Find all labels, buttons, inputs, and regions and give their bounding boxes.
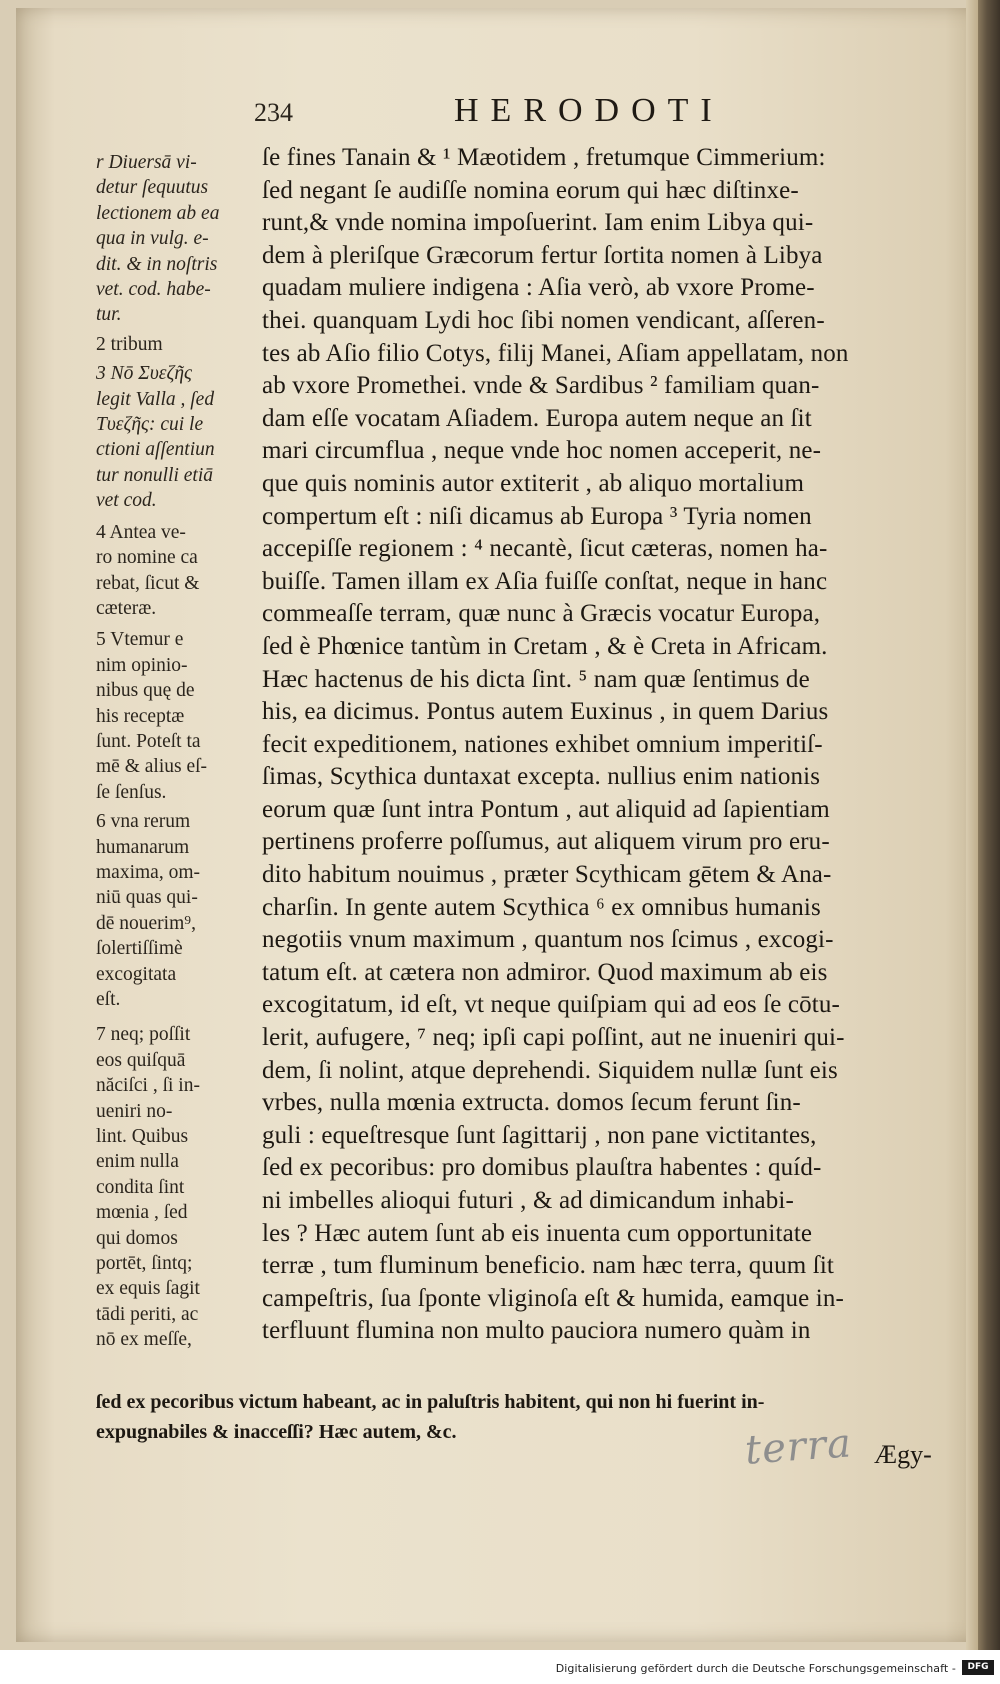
text-line: Hæc hactenus de his dicta ſint. ⁵ nam quæ ſentimus de (262, 665, 810, 693)
text-line: lerit, aufugere, ⁷ neq; ipſi capi poſſint, aut ne inueniri qui- (262, 1024, 845, 1052)
page-header (254, 92, 934, 132)
text-line: ſed negant ſe audiſſe nomina eorum qui hæc diſtinxe- (262, 176, 799, 204)
running-title: HERODOTI (454, 92, 724, 129)
text-line: tatum eſt. at cætera non admiror. Quod maximum ab eis (262, 958, 828, 986)
text-line: accepiſſe regionem : ⁴ necantè, ſicut cæteras, nomen ha- (262, 535, 828, 563)
digitization-credit: Digitalisierung gefördert durch die Deutsche Forschungsgemeinschaft - (555, 1662, 956, 1675)
margin-note-2: 2 tribum (96, 333, 163, 355)
text-line: ſe fines Tanain & ¹ Mæotidem , fretumque Cimmerium: (262, 144, 826, 171)
text-line: terræ , tum fluminum beneficio. nam hæc terra, quum ſit (262, 1252, 835, 1280)
text-line: commeaſſe terram, quæ nunc à Græcis vocatur Europa, (262, 600, 821, 628)
text-line: runt,& vnde nomina impoſuerint. Iam enim Libya qui- (262, 209, 814, 237)
handwritten-pencil-note: terra (743, 1420, 854, 1474)
text-line: dem, ſi nolint, atque deprehendi. Siquidem nullæ ſunt eis (262, 1056, 838, 1084)
text-line: ſed è Phœnice tantùm in Cretam , & è Creta in Africam. (262, 632, 828, 660)
margin-note-4: 4 Antea ve- ro nomine ca rebat, ſicut & cæteræ. (96, 521, 200, 619)
text-line: tes ab Aſio filio Cotys, filij Manei, Aſiam appellatam, non (262, 339, 849, 367)
margin-notes (96, 150, 256, 1353)
text-line: charſin. In gente autem Scythica ⁶ ex omnibus humanis (262, 893, 821, 921)
bottom-note-line: ſed ex pecoribus victum habeant, ac in paluſtris habitent, qui non hi fuerint in- (96, 1391, 765, 1413)
text-line: guli : equeſtresque ſunt ſagittarij , non pane victitantes, (262, 1121, 817, 1149)
bottom-note-line: expugnabiles & inacceſſi? Hæc autem, &c. (96, 1421, 457, 1443)
text-line: eorum quæ ſunt intra Pontum , aut aliquid ad ſapientiam (262, 795, 830, 823)
main-text-block (262, 142, 952, 1348)
text-line: thei. quanquam Lydi hoc ſibi nomen vendicant, aſſeren- (262, 306, 825, 334)
text-line: que quis nominis autor extiterit , ab aliquo mortalium (262, 469, 805, 497)
text-line: ab vxore Promethei. vnde & Sardibus ² familiam quan- (262, 372, 820, 400)
text-line: ni imbelles alioqui futuri , & ad dimicandum inhabi- (262, 1187, 795, 1214)
text-line: negotiis vnum maximum , quantum nos ſcimus , excogi- (262, 926, 834, 954)
text-line: his, ea dicimus. Pontus autem Euxinus , in quem Darius (262, 698, 829, 726)
text-line: pertinens proferre poſſumus, aut aliquem virum pro eru- (262, 828, 830, 856)
text-line: fecit expeditionem, nationes exhibet omnium imperitiſ- (262, 730, 823, 758)
text-line: dito habitum nouimus , præter Scythicam gētem & Ana- (262, 861, 832, 889)
catchword: Ægy- (874, 1440, 932, 1469)
dfg-logo-icon: DFG (962, 1660, 994, 1675)
book-spine (978, 0, 1000, 1650)
text-line: terfluunt flumina non multo pauciora numero quàm in (262, 1317, 811, 1345)
text-line: campeſtris, ſua ſponte vliginoſa eſt & humida, eamque in- (262, 1284, 845, 1312)
text-line: vrbes, nulla mœnia extructa. domos ſecum ferunt ſin- (262, 1089, 801, 1117)
margin-note-5: 5 Vtemur e nim opinio- nibus quę de his receptæ ſunt. Poteſt ta mē & alius eſ- ſe ſenſus. (96, 629, 208, 803)
page-number: 234 (254, 98, 293, 127)
text-line: dam eſſe vocatam Aſiadem. Europa autem neque an ſit (262, 404, 812, 432)
margin-note-6: 6 vna rerum humanarum maxima, om- niū quas qui- dē nouerim⁹, ſolertiſſimè excogitata eſt. (96, 811, 200, 1010)
text-line: excogitatum, id eſt, vt neque quiſpiam qui ad eos ſe cōtu- (262, 991, 840, 1019)
margin-note-7: 7 neq; poſſit eos quiſquā năciſci , ſi in- ueniri no- lint. Quibus enim nulla condita ſint mœnia , ſed qui domos portēt, ſintq; ex equis ſagit tādi periti, ac nō ex meſſe, (96, 1024, 200, 1351)
page-edge (966, 0, 978, 1650)
text-line: compertum eſt : niſi dicamus ab Europa ³ Tyria nomen (262, 502, 812, 530)
text-line: les ? Hæc autem ſunt ab eis inuenta cum opportunitate (262, 1219, 813, 1247)
margin-note-1: r Diuersā vi- detur ſequutus lectionem ab ea qua in vulg. e- dit. & in noſtris vet. cod. habe- tur. (96, 152, 220, 326)
margin-note-3: 3 Nō Συεζῆς legit Valla , ſed Τυεζῆς: cui le ctioni aſſentiun tur nonulli etiā vet cod. (96, 363, 215, 512)
text-line: dem à pleriſque Græcorum fertur ſortita nomen à Libya (262, 241, 823, 269)
text-line: mari circumflua , neque vnde hoc nomen acceperit, ne- (262, 437, 822, 465)
text-line: quadam muliere indigena : Aſia verò, ab vxore Prome- (262, 274, 815, 302)
text-line: ſimas, Scythica duntaxat excepta. nullius enim nationis (262, 763, 821, 791)
text-line: buiſſe. Tamen illam ex Aſia fuiſſe conſtat, neque in hanc (262, 567, 828, 595)
text-line: ſed ex pecoribus: pro domibus plauſtra habentes : quíd- (262, 1154, 822, 1182)
